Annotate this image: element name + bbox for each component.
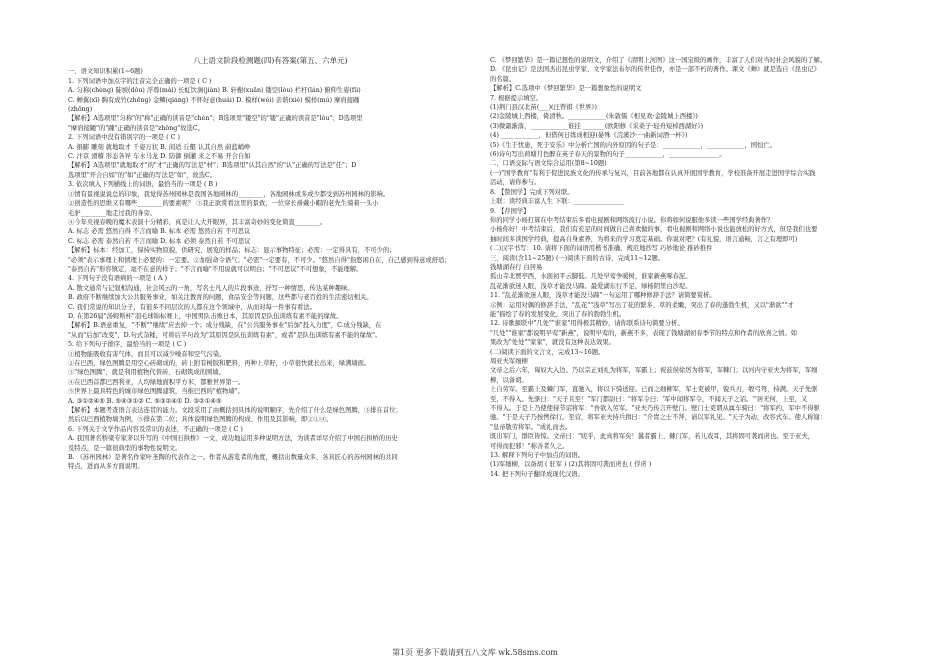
text-line: 孤山寺北贾亭西，水面初平云脚低。几处早莺争暖树，谁家新燕啄春泥。 bbox=[490, 273, 692, 281]
text-line: 毛驴________地走过我的身旁。 bbox=[68, 209, 157, 217]
text-line: ③"绿色图腾"，就是利用植物代替砖、石砌筑成的围墙。 bbox=[68, 369, 225, 377]
text-line: B. 政府不断继续加大公共服务事业，如关注教育的问题，食品安全等问题，这些都与老百姓的生活密切相关。 bbox=[68, 294, 373, 302]
text-line: (2)金陵城上西楼，倚清秋。____________(朱敦儒《相见欢·金陵城上西楼》) bbox=[490, 113, 698, 121]
text-line: A. 标志 必需 悠然自得 不言而喻 B. 标本 必需 悠然自若 不可思议 bbox=[68, 228, 251, 236]
right-column bbox=[490, 56, 890, 479]
text-line: ②创造性的思维又有哪些________的要素呢？ ③我正欲赏看这里的景致，一位穿长褂戴小帽的老先生骑着一头小 bbox=[68, 200, 379, 208]
text-line: 【解析】A选项里"就地取才"的"才"正确的写法是"材"；B选项里"认其自然"的"认"正确的写法是"任"；D bbox=[68, 162, 357, 170]
text-line: (3)微霜渐落，____________谁挂 _______(欧阳修《采桑子·轻舟短棹西湖好》) bbox=[490, 122, 704, 130]
text-line: 【解析】B.语意重复，"不断""继续"应去掉一个；成分残缺，在"公共服务事业"后加"投入力度"，C.成分残缺，在 bbox=[68, 322, 382, 330]
text-line: 至，不得入。先驱曰："天子且至！"军门都尉曰："将军令曰：'军中闻将军令，不闻天子之诏。'"居无何，上至，又 bbox=[490, 395, 808, 403]
text-line: (4) ____________，但借何日练成相迎(晏殊《浣溪沙·一曲新词酒一杯》) bbox=[490, 132, 688, 140]
text-line: 抽时间多读国学经典，提高自身素养，为将来的学习奠定基础。你说对吧？(有礼貌，语言通畅，言之有理即可) bbox=[490, 235, 798, 243]
text-line: (1)荆门县汉北苗(___)(汪曾祺《世界》) bbox=[490, 104, 597, 112]
text-line: A. 捐膨 雕刻 就地取才 千姿万状 B. 闲适 丘壑 认其自然 蔚蓝峭峥 bbox=[68, 143, 251, 151]
text-line: ④在巴西首都巴西利亚，人均绿地面积平方米，都雅世界第一。 bbox=[68, 378, 245, 386]
document-title: 八上语文阶段检测题(四)有答案(第五、六单元) bbox=[193, 56, 348, 65]
text-line: 活动，请你参与。 bbox=[490, 179, 541, 187]
text-line: "泰然自若"形容镇定，毫不在意的样子；"不言而喻"不用说就可以明白；"不可思议"不可想象，不能理解。 bbox=[68, 265, 363, 273]
text-line: C. 汴京 滑稽 形态各异 车水马龙 D. 防御 倒灌 来之不易 开合自如 bbox=[68, 153, 251, 161]
text-line: D. 《昆虫记》是法国杰出昆虫学家、文学家法布尔的传世佳作，亦是一部不朽的著作。课文《蝉》就是选自《昆虫记》 bbox=[490, 66, 820, 74]
text-line: (zhōng) bbox=[68, 106, 93, 114]
text-line: 特点，进而从多方面说明。 bbox=[68, 463, 144, 471]
text-line: 7. 根据提示填空。 bbox=[490, 94, 543, 102]
text-line: 示例：运用对偶的修辞手法，"乱花""浅草"写出了花的繁多、草的柔嫩，突出了春的蓬勃生机，又以"渐欲""才 bbox=[490, 301, 794, 309]
text-line: 的名篇。 bbox=[490, 75, 516, 83]
text-line: 乱花渐欲迷人眼，浅草才能没马蹄。最爱湖东行不足，绿杨阴里白沙堤。 bbox=[490, 282, 692, 290]
text-line: 8. 【赞国学】完成下列对联。 bbox=[490, 188, 574, 196]
text-line: 【解析】标本：经加工，保持实物原貌，供研究、展览的样品；标志：显示事物特征；必需：一定得具有，不可少的； bbox=[68, 247, 396, 255]
text-line: "几处""谁家"都说明早莺"新燕"，说明早莺的，新燕不多，表现了钱塘湖初春季节的特点和作者的欣喜之情。如 bbox=[490, 329, 798, 337]
text-line: 不得入。于是上乃使使持节诏将军："吾欲入劳军。"亚夫乃传言开壁门。壁门士吏谓从属车骑曰："将军约，军中不得驱 bbox=[490, 405, 820, 413]
text-line: ①植物能吸收有害气体，而且可以减少噪音和空气污染。 bbox=[68, 350, 226, 358]
text-line: 【解析】C.选项中《梦回繁华》是一篇想象性的说明文 bbox=[490, 85, 642, 93]
text-line: 1. 下列词语中加点字的注音完全正确的一项是 ( C ) bbox=[68, 77, 212, 85]
text-line: "皇帝敬劳将军。"成礼而去。 bbox=[490, 423, 572, 431]
text-line: 3. 依次填入下列横线上的词语，最恰当的一项是 ( B ) bbox=[68, 181, 218, 189]
text-line: 驰。"于是天子乃按辔徐行。至营，将军亚夫持兵揖曰："介胄之士不拜，请以军礼见。"天子为动，改容式车。使人称谢： bbox=[490, 414, 827, 422]
text-line: D. 在第26届"汤姆斯杯"羽毛球锦标赛上，中国男队击败日本，其原因是队伍训练有素不能的缘故。 bbox=[68, 312, 343, 320]
text-line: 上联：读经典丰富人生 下联：________________ bbox=[490, 198, 625, 206]
text-line: A. 散文通常与记叙相沟通，社会风云的一角，写名士凡人的片段事迹，抒写一种情思，传达某种趣味。 bbox=[68, 284, 354, 292]
text-line: 果改为"处处""家家"，就没有这种表达效果。 bbox=[490, 339, 615, 347]
text-line: (二)汉字书写：10. 请将下面的词语用楷书准确、规范地抄写 巧妙地论 推砂推件 bbox=[490, 245, 713, 253]
text-line: 选项里"开合自如"的"如"正确的写法是"如"，故选C。 bbox=[68, 171, 217, 179]
text-line: (一)"国学教育"有利于促进民族文化的传承与复兴，目前各地都在认真开展国学教育，学校准备开展走进国学综合实践 bbox=[490, 169, 816, 177]
text-line: 6. 下列关于文学作品内容及常识的表述，不正确的一项是 ( C ) bbox=[68, 425, 243, 433]
text-line: ④今年央视春晚的魔术表演十分精彩，真是让人大开眼界，其丰富奇妙的变化简直________。 bbox=[68, 218, 327, 226]
text-line: 5. 给下列句子排序，最恰当的一项是 ( C ) bbox=[68, 341, 187, 349]
text-line: 然后以巴西植物墙为例，⑤排在第二位；具体说明绿色图腾的构成、作用及其影响，即②①④。 bbox=[68, 416, 333, 424]
text-line: A. 匀称(chèng) 陡坡(dǒu) 浮尊(mài) 长虹饮涧(jiàn) B. 轩榭(xuān) 镂空(lòu) 栏杆(lán) 俯仰生姿(fǔ) bbox=[68, 87, 361, 95]
text-line: 钱塘湖春行 白居易 bbox=[490, 263, 543, 271]
text-line: (1)军细柳，以备胡 ( 驻军 ) (2)其将固可袭而虏也 ( 俘虏 ) bbox=[490, 461, 652, 469]
text-line: (6)诗句写出荷塘月色醉在英子春天的景物的句子____________，________________。 bbox=[490, 151, 726, 159]
text-line: 小杨你好！中考结束后，我们有充足的时间做自己喜欢做的事，看电视剧和网络小说也能放松的好方式，但是我们也要 bbox=[490, 226, 818, 234]
text-line: 及特点，是一篇很典型的事物性说明文。 bbox=[68, 444, 182, 452]
left-column bbox=[68, 56, 473, 472]
text-line: 2. 下列词语中没有错别字的一项是 ( C ) bbox=[68, 134, 180, 142]
text-line: C. 蝉翼(xī) 胸有成竹(zhēng) 金鳞(qiáng) 不怀好意(huái) D. 模样(wéi) 亲谐(xié) 模样(mú) 摩肩接踵 bbox=[68, 96, 360, 104]
text-line: 11. "乱花渐欲迷人眼，浅草才能没马蹄"一句运用了哪种修辞手法？请简要赏析。 bbox=[490, 292, 716, 300]
text-line: 9. 【荐国学】 bbox=[490, 207, 530, 215]
text-line: A. 我国著名桥梁专家茅以升写的《中国石拱桥》一文，成功地运用多种说明方法，为读者详尽介绍了中国石拱桥的历史 bbox=[68, 435, 398, 443]
text-line: "必须"表示事理上和情理上必要的：一定要。②加强命令语气；"必需"一定要有，不可少。"悠然自得"指悠闲自在，自己感到得意或舒适； bbox=[68, 256, 451, 264]
text-line: 文帝之后六年，匈奴大入边。乃以宗正刘礼为将军，军霸上；祝兹侯徐厉为将军，军棘门；以河内守亚夫为将军，军细 bbox=[490, 367, 818, 375]
text-line: 你的同学小杨打算在中考结束后多看电视剧和网络流行小说。你将如何说服他多读一些国学经典著作？ bbox=[490, 216, 774, 224]
text-line: 二、口语交际与语文综合运用(第8~10题) bbox=[490, 160, 607, 168]
text-line: 【解析】A选项里"匀称"的"称"正确的读音是"chèn"；B选项里"镂空"的"镂"正确的读音是"lòu"；D选项里 bbox=[68, 115, 363, 123]
text-line: 柳，以备胡。 bbox=[490, 376, 528, 384]
text-line: "摩肩接踵"的"踵"正确的读音是"zhǒng"故选C。 bbox=[68, 124, 204, 132]
text-line: 上自劳军。至霸上及棘门军，直驰入，将以下骑送迎。已而之细柳军，军士吏被甲，锐兵刃，彀弓弩，持满。天子先驱 bbox=[490, 386, 818, 394]
text-line: 14. 把下列句子翻译成现代汉语。 bbox=[490, 470, 584, 478]
text-line: (二)阅读下面的文言文，完成13~16题。 bbox=[490, 348, 605, 356]
text-line: (5)《生于忧患，死于安乐》中分析亡国的内外原因的句子是：____________，____________，国恒亡。 bbox=[490, 141, 776, 149]
text-line: 13. 解释下列句子中加点的词语。 bbox=[490, 452, 584, 460]
text-line: "从而"后加"改变"，D.句式杂糅，可将后半句改为"其原因是队伍训练有素"，或者"是队伍训练有素不能的缘故"。 bbox=[68, 331, 382, 339]
text-line: 能"描绘了春的发展变化，突出了春的勃勃生机。 bbox=[490, 310, 626, 318]
text-line: C. 《梦回繁华》是一篇记想性的说明文，介绍了《清明上河图》这一国宝级的画作，丰富了人们对当时社会风貌的了解。 bbox=[490, 57, 827, 64]
text-line: B. 《苏州园林》是著名作家叶圣陶的代表作之一。作者从游览者的角度，概括出数量众多、各具匠心的苏州园林的共同 bbox=[68, 454, 398, 462]
text-line: 12. 诗歌颔联中"几处""谁家"用得极其精妙，请你联系诗句简要分析。 bbox=[490, 320, 684, 328]
page-footer: 第1页 更多下载请到五八文库 wk.58sms.com bbox=[392, 648, 558, 657]
text-line: ②在巴西，绿色图腾是用空心砖砌成的，砖上附有树胶和肥料，再种上草籽，小草很快就长出来，绿满墙面。 bbox=[68, 360, 371, 367]
text-line: 周亚夫军细柳 bbox=[490, 358, 528, 365]
text-line: 4. 下列句子没有语病的一项是 ( A ) bbox=[68, 275, 168, 283]
text-line: ⑤世界上最具特色的城市绿色图腾建筑，当推巴西的"植物墙"。 bbox=[68, 388, 244, 396]
text-line: C. 我们常说的知识分子，有很多不同层次的人都在这个领域中，从而对每一件事有看法。 bbox=[68, 303, 316, 311]
text-line: ①情有景视说说总的印象，我觉得苏州园林是我国各地园林的________，各地园林或多或少都受到苏州园林的影响。 bbox=[68, 190, 390, 198]
text-line: 既出军门，群臣皆惊。文帝曰："嗟乎，此真将军矣！曩者霸上、棘门军，若儿戏耳，其将固可袭而虏也。至于亚夫， bbox=[490, 433, 815, 441]
text-line: A. ③①②④⑤ B. ⑤④③①② C. ⑤③②④① D. ③②①④⑤ bbox=[68, 397, 222, 405]
text-line: C. 标志 必需 泰然自若 不言而喻 D. 标本 必须 泰然自若 不可思议 bbox=[68, 237, 251, 245]
text-line: 一、语文知识积累(1~6题) bbox=[68, 68, 143, 76]
text-line: 可得而犯邪！"称善者久之。 bbox=[490, 442, 569, 450]
text-line: 【解析】本题考查语言表达连贯的能力。文段采用了由概括到具体的说明顺序，先介绍了什么是绿色图腾，③排在首位； bbox=[68, 407, 402, 415]
text-line: 三、阅读(含11~25题) (一)阅读下面的古诗，完成11~12题。 bbox=[490, 254, 665, 262]
